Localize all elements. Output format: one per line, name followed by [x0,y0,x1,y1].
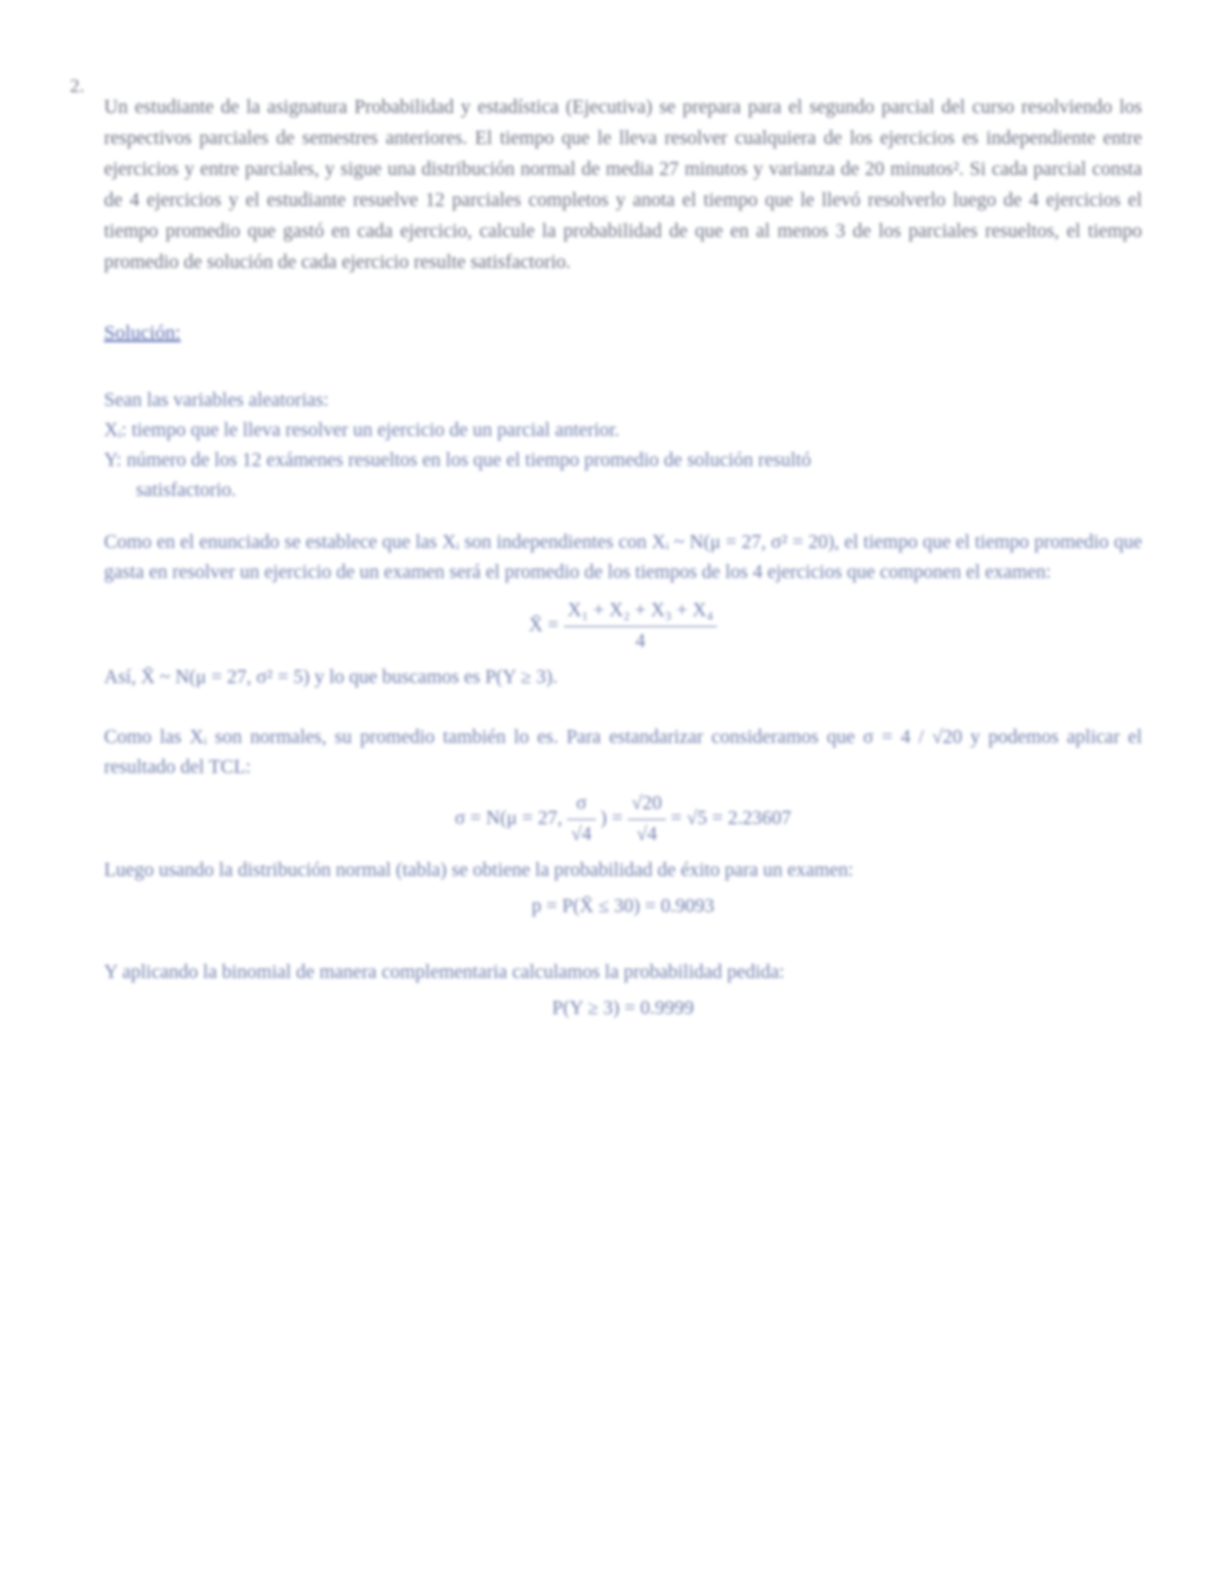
fraction-numerator: √20 [628,789,666,820]
problem-number: 2. [70,76,85,97]
equation-sigma-lhs: σ = N(μ = 27, [454,807,563,829]
paragraph-distribution: Así, X̄ ~ N(μ = 27, σ² = 5) y lo que buscamos es P(Y ≥ 3). [104,667,558,688]
equation-sigma [104,789,1142,850]
variable-y-definition-cont: satisfactorio. [136,480,237,501]
equation-sigma-mid: ) = [600,807,623,829]
paragraph-normal-table: Luego usando la distribución normal (tabla) se obtiene la probabilidad de éxito para un examen: [104,860,854,881]
fraction-denominator: √4 [571,824,592,845]
paragraph-independence: Como en el enunciado se establece que las Xᵢ son independientes con Xᵢ ~ N(μ = 27, σ² = 20), el tiempo que el tiempo promedio que gasta en resolver un ejercicio de un examen será el promedio de los tiempos de los 4 ejercicios que componen el examen: [104,532,1142,583]
equation-final-probability: P(Y ≥ 3) = 0.9999 [552,998,694,1019]
fraction-denominator: √4 [636,824,657,845]
equation-sigma-rhs: = √5 = 2.23607 [670,807,792,829]
paragraph-binomial: Y aplicando la binomial de manera complementaria calculamos la probabilidad pedida: [104,962,785,983]
variable-y-definition: Y: número de los 12 exámenes resueltos en los que el tiempo promedio de solución resultó [104,450,812,471]
equation-sample-mean-lhs: X̄ = [528,614,559,636]
solution-block [104,318,1142,1030]
fraction-numerator: σ [567,789,595,820]
problem-block [70,72,1142,297]
paragraph-standardize: Como las Xᵢ son normales, su promedio también lo es. Para estandarizar consideramos que σ = 4 / √20 y podemos aplicar el resultado del TCL: [104,727,1142,778]
equation-sample-mean-fraction [564,596,718,657]
fraction-denominator: 4 [635,631,646,652]
variables-intro: Sean las variables aleatorias: [104,390,329,411]
equation-sigma-fraction-1 [567,789,595,850]
fraction-numerator: X₁ + X₂ + X₃ + X₄ [564,596,718,627]
equation-sample-mean [104,596,1142,657]
problem-statement: Un estudiante de la asignatura Probabilidad y estadística (Ejecutiva) se prepara para el segundo parcial del curso resolviendo los respectivos parciales de semestres anteriores. El tiempo que le lleva resolver cualquiera de los ejercicios es independiente entre ejercicios y entre parciales, y sigue una distribución normal de media 27 minutos y varianza de 20 minutos². Si cada parcial consta de 4 ejercicios y el estudiante resuelve 12 parciales completos y anota el tiempo que le llevó resolverlo luego de 4 ejercicios el tiempo promedio que gastó en cada ejercicio, calcule la probabilidad de que en al menos 3 de los parciales resueltos, el tiempo promedio de solución de cada ejercicio resulte satisfactorio. [104,96,1142,273]
equation-success-probability: p = P(X̄ ≤ 30) = 0.9093 [531,896,715,917]
solution-title: Solución: [104,322,181,344]
variable-x-definition: Xᵢ: tiempo que le lleva resolver un ejercicio de un parcial anterior. [104,420,620,441]
equation-sigma-fraction-2 [628,789,666,850]
